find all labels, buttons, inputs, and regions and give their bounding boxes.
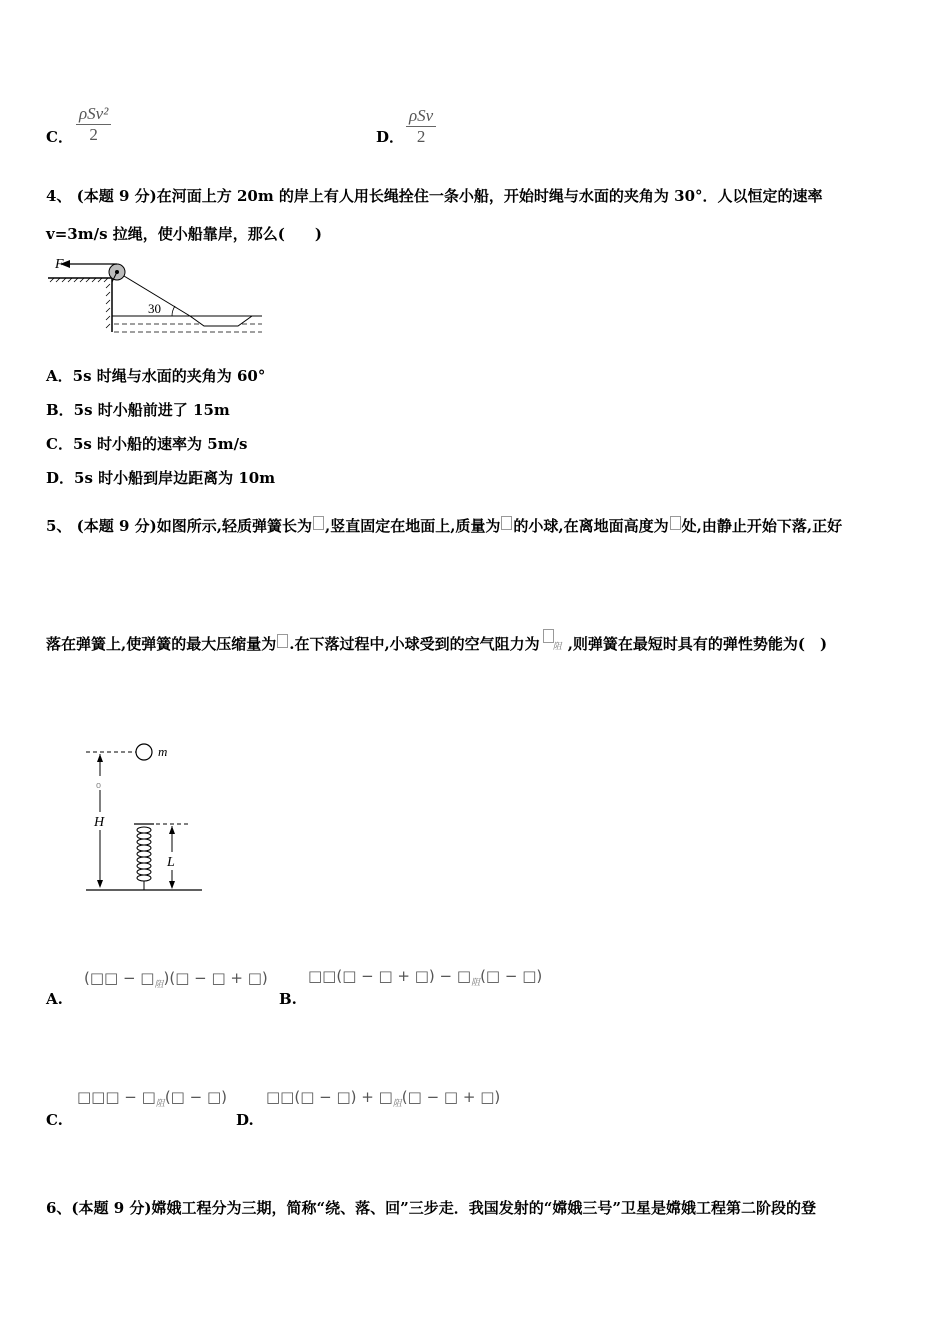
- q3-option-d-formula: [406, 106, 436, 147]
- q3-option-d-numerator: ρSv: [406, 106, 436, 127]
- q3-option-c-denominator: 2: [89, 125, 98, 144]
- q5-option-b-label: B.: [279, 990, 297, 1008]
- q3-option-d-denominator: 2: [416, 127, 426, 146]
- q5-stem-line1-part-c: 的小球,在离地面高度为: [513, 517, 669, 535]
- q4-figure-force-label: F: [55, 257, 64, 272]
- q3-option-d-label: D．: [376, 128, 405, 146]
- q4-boat-figure: [44, 252, 266, 338]
- q5-option-a-formula: [84, 969, 268, 990]
- q5-option-a-part1: (□□ − □: [84, 969, 155, 987]
- q5-figure-mass-label: m: [158, 744, 168, 759]
- q5-option-d-part2: (□ − □ + □): [401, 1088, 501, 1106]
- q5-option-c-formula: [77, 1088, 227, 1109]
- q4-option-a: A．5s 时绳与水面的夹角为 60°: [46, 367, 266, 385]
- q3-option-c-formula: [76, 104, 111, 145]
- q5-stem-line1-part-b: ,竖直固定在地面上,质量为: [324, 517, 501, 535]
- subscript-zu: 阻: [392, 1099, 402, 1109]
- subscript-zu: 阻: [155, 1099, 165, 1109]
- q5-option-c-label: C.: [46, 1111, 63, 1129]
- q4-option-c: C．5s 时小船的速率为 5m/s: [46, 435, 248, 453]
- q5-option-c-part2: (□ − □): [164, 1088, 227, 1106]
- q4-option-b: B．5s 时小船前进了 15m: [46, 401, 230, 419]
- q6-stem-line1: 6、(本题 9 分)嫦娥工程分为三期，简称“绕、落、回”三步走．我国发射的“嫦娥三号”卫星是嫦娥工程第二阶段的登: [46, 1199, 817, 1217]
- q5-option-c-part1: □□□ − □: [77, 1088, 156, 1106]
- q3-option-c-numerator: ρSv²: [76, 104, 111, 125]
- q5-figure-length-label: L: [167, 855, 175, 870]
- q5-spring-figure: [82, 738, 206, 896]
- q5-option-a-part2: )(□ − □ + □): [163, 969, 268, 987]
- q4-stem-line1: 4、 (本题 9 分)在河面上方 20m 的岸上有人用长绳拴住一条小船，开始时绳与水面的夹角为 30°．人以恒定的速率: [46, 187, 823, 205]
- q4-figure-angle-label: 30: [148, 301, 161, 316]
- q5-option-d-formula: [266, 1088, 500, 1109]
- q5-stem-line2-part-c: ,则弹簧在最短时具有的弹性势能为( ): [567, 635, 828, 653]
- formula-placeholder: [501, 516, 512, 530]
- q5-figure-height-label: H: [94, 815, 105, 830]
- q3-option-c-label: C．: [46, 128, 73, 146]
- subscript-zu: 阻: [471, 978, 481, 988]
- formula-placeholder: [670, 516, 681, 530]
- q5-option-d-part1: □□(□ − □) + □: [266, 1088, 393, 1106]
- formula-placeholder: [277, 634, 288, 648]
- q5-option-a-label: A.: [46, 990, 63, 1008]
- q5-stem-line2-part-b: .在下落过程中,小球受到的空气阻力为: [289, 635, 540, 653]
- q5-option-b-formula: [308, 967, 542, 988]
- subscript-zu: 阻: [154, 980, 164, 990]
- q5-stem-line2-part-a: 落在弹簧上,使弹簧的最大压缩量为: [46, 635, 277, 653]
- q5-stem-line1-part-a: 5、 (本题 9 分)如图所示,轻质弹簧长为: [46, 517, 312, 535]
- q5-option-d-label: D.: [236, 1111, 254, 1129]
- q5-stem-line2: [46, 634, 827, 654]
- q5-figure-small-mark: o: [96, 780, 102, 790]
- q5-option-b-part1: □□(□ − □ + □) − □: [308, 967, 472, 985]
- q5-option-b-part2: (□ − □): [480, 967, 543, 985]
- q5-stem-line1: [46, 516, 842, 536]
- q5-stem-line1-part-d: 处,由静止开始下落,正好: [681, 517, 843, 535]
- subscript-zu: 阻: [552, 642, 562, 652]
- q4-option-d: D．5s 时小船到岸边距离为 10m: [46, 469, 276, 487]
- q4-stem-line2: v=3m/s 拉绳，使小船靠岸，那么( ): [46, 225, 322, 243]
- formula-placeholder: [313, 516, 324, 530]
